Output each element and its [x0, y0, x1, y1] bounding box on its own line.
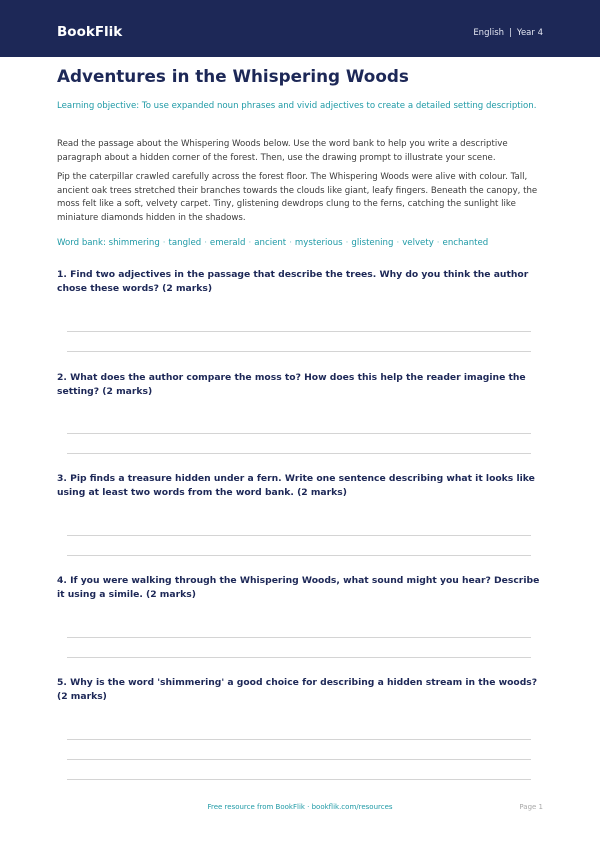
word-separator: · — [289, 238, 292, 248]
word-bank-word: tangled — [168, 238, 202, 248]
answer-line[interactable] — [67, 637, 531, 638]
word-separator: · — [345, 238, 349, 248]
question-4: 4. If you were walking through the Whispering Woods, what sound might you hear? Describe it using a simile. (2 marks) — [57, 575, 540, 600]
word-separator: · — [204, 238, 207, 248]
subject-year — [473, 28, 543, 39]
answer-line[interactable] — [67, 739, 531, 740]
answer-line[interactable] — [67, 535, 531, 536]
answer-line[interactable] — [67, 433, 531, 434]
word-bank-word: glistening — [351, 238, 394, 248]
year-label: Year 4 — [516, 28, 543, 38]
answer-line[interactable] — [67, 453, 531, 454]
question-2: 2. What does the author compare the moss to? How does this help the reader imagine the setting? (2 marks) — [57, 372, 526, 397]
word-bank-word: shimmering — [108, 238, 160, 248]
subject-label: English — [473, 28, 505, 38]
word-bank-word: mysterious — [294, 238, 343, 248]
answer-line[interactable] — [67, 555, 531, 556]
instructions: Read the passage about the Whispering Woods below. Use the word bank to help you write a descriptive paragraph about a hidden corner of the forest. Then, use the drawing prompt to illustrate your scene. — [57, 139, 508, 163]
footer-credit[interactable]: Free resource from BookFlik · bookflik.com/resources — [207, 803, 393, 811]
page-number: Page 1 — [519, 803, 543, 811]
word-bank-word: velvety — [402, 238, 434, 248]
meta-separator: | — [509, 28, 512, 38]
word-bank-label: Word bank: — [57, 238, 106, 248]
question-3: 3. Pip finds a treasure hidden under a fern. Write one sentence describing what it looks like using at least two words from the word bank. (2 marks) — [57, 473, 535, 498]
answer-line[interactable] — [67, 657, 531, 658]
brand-logo[interactable]: BookFlik — [57, 24, 123, 40]
question-5: 5. Why is the word 'shimmering' a good choice for describing a hidden stream in the woods? (2 marks) — [57, 677, 538, 702]
question-1: 1. Find two adjectives in the passage that describe the trees. Why do you think the author chose these words? (2 marks) — [57, 269, 529, 294]
word-bank-word: enchanted — [442, 238, 489, 248]
passage: Pip the caterpillar crawled carefully across the forest floor. The Whispering Woods were alive with colour. Tall, ancient oak trees stretched their branches towards the clouds like giant, leafy fingers. Beneath the canopy, the moss felt like a soft, velvety carpet. Tiny, glistening dewdrops clung to the ferns, catching the sunlight like miniature diamonds hidden in the shadows. — [57, 172, 538, 223]
learning-objective: Learning objective: To use expanded noun phrases and vivid adjectives to create a detailed setting description. — [57, 101, 537, 111]
answer-line[interactable] — [67, 331, 531, 332]
answer-line[interactable] — [67, 779, 531, 780]
worksheet-title: Adventures in the Whispering Woods — [57, 66, 409, 86]
answer-line[interactable] — [67, 759, 531, 760]
word-separator: · — [248, 238, 252, 248]
word-bank-word: ancient — [254, 238, 287, 248]
header-bar — [0, 0, 600, 57]
word-bank — [57, 237, 541, 250]
word-separator: · — [436, 238, 440, 248]
word-separator: · — [162, 238, 166, 248]
word-separator: · — [396, 238, 400, 248]
answer-line[interactable] — [67, 351, 531, 352]
word-bank-word: emerald — [209, 238, 246, 248]
